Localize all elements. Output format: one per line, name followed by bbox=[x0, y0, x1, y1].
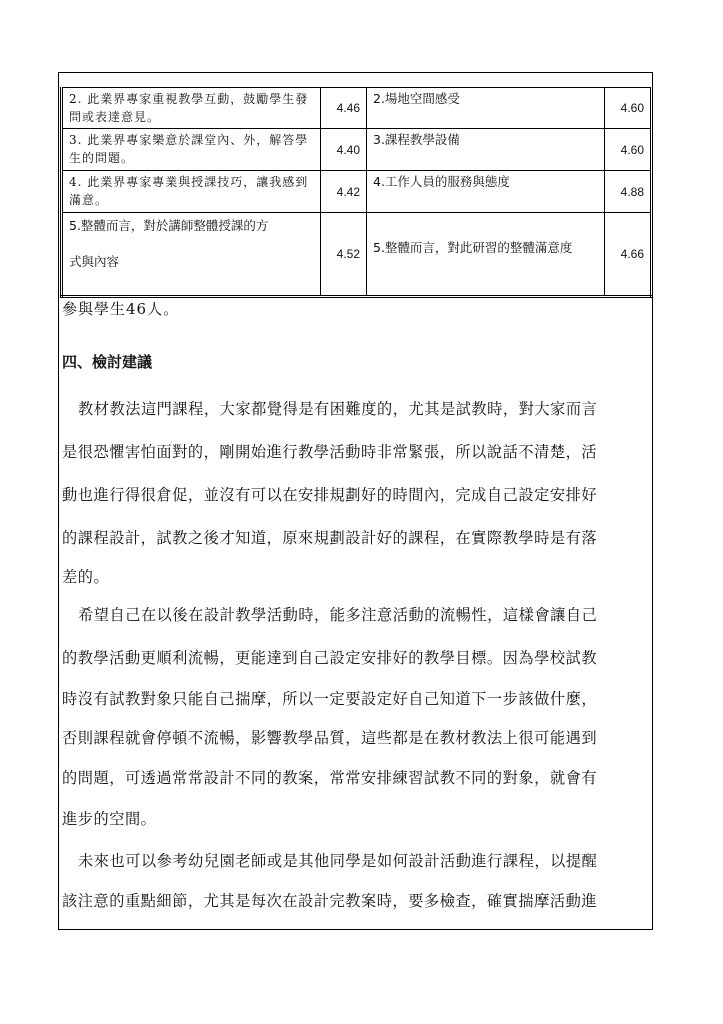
paragraph-line: 的問題，可透過常常設計不同的教案，常常安排練習試教不同的對象，就會有 bbox=[62, 769, 598, 787]
left-score: 4.46 bbox=[321, 88, 367, 129]
paragraph-line: 的課程設計，試教之後才知道，原來規劃設計好的課程，在實際教學時是有落 bbox=[62, 529, 598, 547]
paragraph-line: 否則課程就會停頓不流暢，影響教學品質，這些都是在教材教法上很可能遇到 bbox=[62, 729, 598, 747]
right-item: 3.課程教學設備 bbox=[367, 129, 605, 171]
table-row bbox=[62, 213, 652, 297]
paragraph-line: 時沒有試教對象只能自己揣摩，所以一定要設定好自己知道下一步該做什麼， bbox=[62, 690, 598, 708]
right-item: 4.工作人員的服務與態度 bbox=[367, 171, 605, 213]
left-item bbox=[62, 213, 321, 297]
paragraph-line: 希望自己在以後在設計教學活動時，能多注意活動的流暢性，這樣會讓自己 bbox=[78, 606, 598, 624]
table-row bbox=[62, 88, 652, 129]
paragraph-line: 差的。 bbox=[62, 568, 110, 586]
paragraph-line: 未來也可以參考幼兒園老師或是其他同學是如何設計活動進行課程，以提醒 bbox=[78, 852, 598, 870]
paragraph-line: 進步的空間。 bbox=[62, 810, 157, 828]
right-item: 2.場地空間感受 bbox=[367, 88, 605, 129]
paragraph-line: 教材教法這門課程，大家都覺得是有困難度的，尤其是試教時，對大家而言 bbox=[78, 400, 598, 418]
right-score: 4.88 bbox=[605, 171, 652, 213]
section-heading: 四、檢討建議 bbox=[62, 353, 153, 371]
table-row bbox=[62, 171, 652, 213]
paragraph-line: 是很恐懼害怕面對的，剛開始進行教學活動時非常緊張，所以說話不清楚，活 bbox=[62, 443, 598, 461]
left-score: 4.40 bbox=[321, 129, 367, 171]
left-score: 4.52 bbox=[321, 213, 367, 297]
right-score: 4.60 bbox=[605, 88, 652, 129]
ratings-table bbox=[60, 87, 650, 295]
right-score: 4.66 bbox=[605, 213, 652, 297]
left-item: 4. 此業界專家專業與授課技巧，讓我感到滿意。 bbox=[62, 171, 321, 213]
left-item-line1: 5.整體而言，對於講師整體授課的方 bbox=[69, 218, 269, 233]
right-item: 5.整體而言，對此研習的整體滿意度 bbox=[367, 213, 605, 297]
table-row bbox=[62, 129, 652, 171]
left-item-line2: 式與內容 bbox=[69, 254, 120, 269]
paragraph-line: 的教學活動更順利流暢，更能達到自己設定安排好的教學目標。因為學校試教 bbox=[62, 649, 598, 667]
left-item: 2. 此業界專家重視教學互動，鼓勵學生發問或表達意見。 bbox=[62, 88, 321, 129]
paragraph-line: 該注意的重點細節，尤其是每次在設計完教案時，要多檢查，確實揣摩活動進 bbox=[62, 892, 598, 910]
paragraph-line: 動也進行得很倉促，並沒有可以在安排規劃好的時間內，完成自己設定安排好 bbox=[62, 486, 598, 504]
participants-count: 參與學生46人。 bbox=[62, 300, 180, 318]
left-score: 4.42 bbox=[321, 171, 367, 213]
left-item: 3. 此業界專家樂意於課堂內、外，解答學生的問題。 bbox=[62, 129, 321, 171]
right-score: 4.60 bbox=[605, 129, 652, 171]
